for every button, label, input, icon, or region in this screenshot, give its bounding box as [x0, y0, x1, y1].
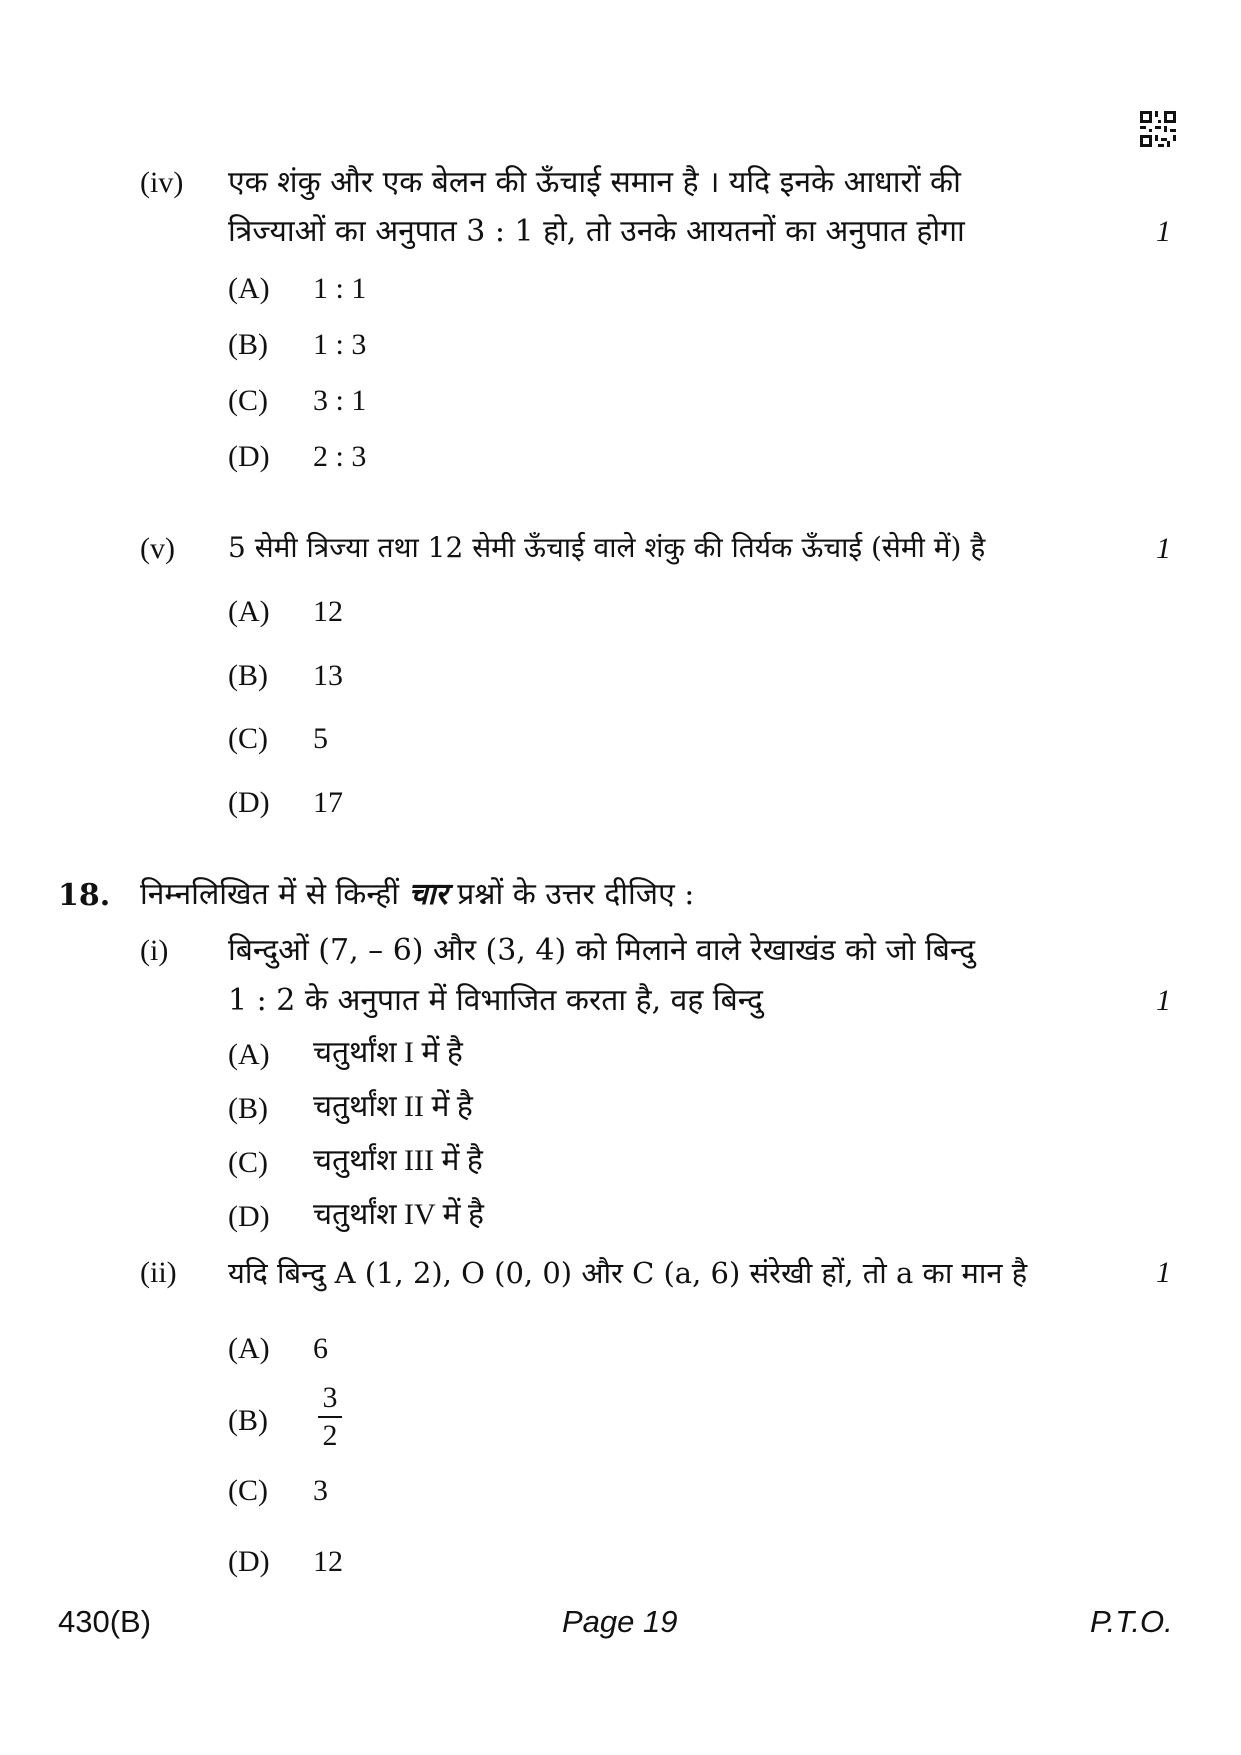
- option-label: (D): [228, 1200, 270, 1233]
- instruction-text: प्रश्नों के उत्तर दीजिए :: [457, 877, 695, 912]
- fraction-bar: [318, 1416, 342, 1418]
- question-text-line: बिन्दुओं (7, – 6) और (3, 4) को मिलाने वाले रेखाखंड को जो बिन्दु: [228, 933, 976, 968]
- option-value: 12: [313, 595, 343, 628]
- option-label: (A): [228, 272, 270, 305]
- option-value: चतुर्थांश III में है: [313, 1144, 483, 1177]
- question-text-line: एक शंकु और एक बेलन की ऊँचाई समान है । यदि इनके आधारों की: [228, 165, 961, 200]
- marks: 1: [1156, 532, 1171, 565]
- fraction: [318, 1383, 342, 1451]
- subquestion-number: (v): [140, 532, 175, 565]
- marks: 1: [1156, 215, 1171, 248]
- option-label: (B): [228, 328, 268, 361]
- question-text-line: यदि बिन्दु A (1, 2), O (0, 0) और C (a, 6) संरेखी हों, तो a का मान है: [228, 1256, 1028, 1290]
- option-label: (D): [228, 786, 270, 819]
- subquestion-number: (iv): [140, 166, 184, 199]
- option-label: (D): [228, 1545, 270, 1578]
- instruction-text: निम्नलिखित में से किन्हीं: [140, 877, 400, 912]
- option-label: (B): [228, 1092, 268, 1125]
- paper-code: 430(B): [58, 1604, 152, 1639]
- option-label: (B): [228, 1404, 268, 1437]
- option-value: 3 : 1: [313, 384, 367, 417]
- option-label: (A): [228, 595, 270, 628]
- option-value: चतुर्थांश IV में है: [313, 1198, 484, 1231]
- option-label: (B): [228, 659, 268, 692]
- marks: 1: [1156, 1256, 1171, 1289]
- option-label: (C): [228, 1146, 268, 1179]
- subquestion-number: (i): [140, 934, 169, 967]
- option-value: 1 : 1: [313, 272, 367, 305]
- instruction-emphasis: चार: [408, 877, 448, 912]
- option-label: (A): [228, 1332, 270, 1365]
- option-label: (C): [228, 384, 268, 417]
- question-text-line: त्रिज्याओं का अनुपात 3 : 1 हो, तो उनके आयतनों का अनुपात होगा: [228, 214, 965, 249]
- fraction-denominator: 2: [322, 1419, 338, 1452]
- option-value: चतुर्थांश I में है: [313, 1036, 463, 1069]
- fraction-numerator: 3: [322, 1381, 338, 1414]
- marks: 1: [1156, 984, 1171, 1017]
- qr-code-icon: [1140, 111, 1176, 147]
- option-value: 17: [313, 786, 343, 819]
- question-text-line: 1 : 2 के अनुपात में विभाजित करता है, वह बिन्दु: [228, 983, 763, 1018]
- page-number: Page 19: [562, 1604, 678, 1639]
- question-instruction: [140, 876, 694, 914]
- option-label: (C): [228, 722, 268, 755]
- option-value: 1 : 3: [313, 328, 367, 361]
- option-value: 12: [313, 1545, 343, 1578]
- option-value: 3: [313, 1474, 328, 1507]
- option-label: (C): [228, 1474, 268, 1507]
- subquestion-number: (ii): [140, 1256, 177, 1289]
- option-value: 13: [313, 659, 343, 692]
- pto-label: P.T.O.: [1090, 1604, 1173, 1639]
- question-number: 18.: [58, 878, 111, 913]
- option-value: 6: [313, 1332, 328, 1365]
- option-value: 2 : 3: [313, 440, 367, 473]
- option-label: (A): [228, 1038, 270, 1071]
- option-value: 5: [313, 722, 328, 755]
- option-value: चतुर्थांश II में है: [313, 1090, 473, 1123]
- option-label: (D): [228, 440, 270, 473]
- question-text-line: 5 सेमी त्रिज्या तथा 12 सेमी ऊँचाई वाले शंकु की तिर्यक ऊँचाई (सेमी में) है: [228, 531, 986, 564]
